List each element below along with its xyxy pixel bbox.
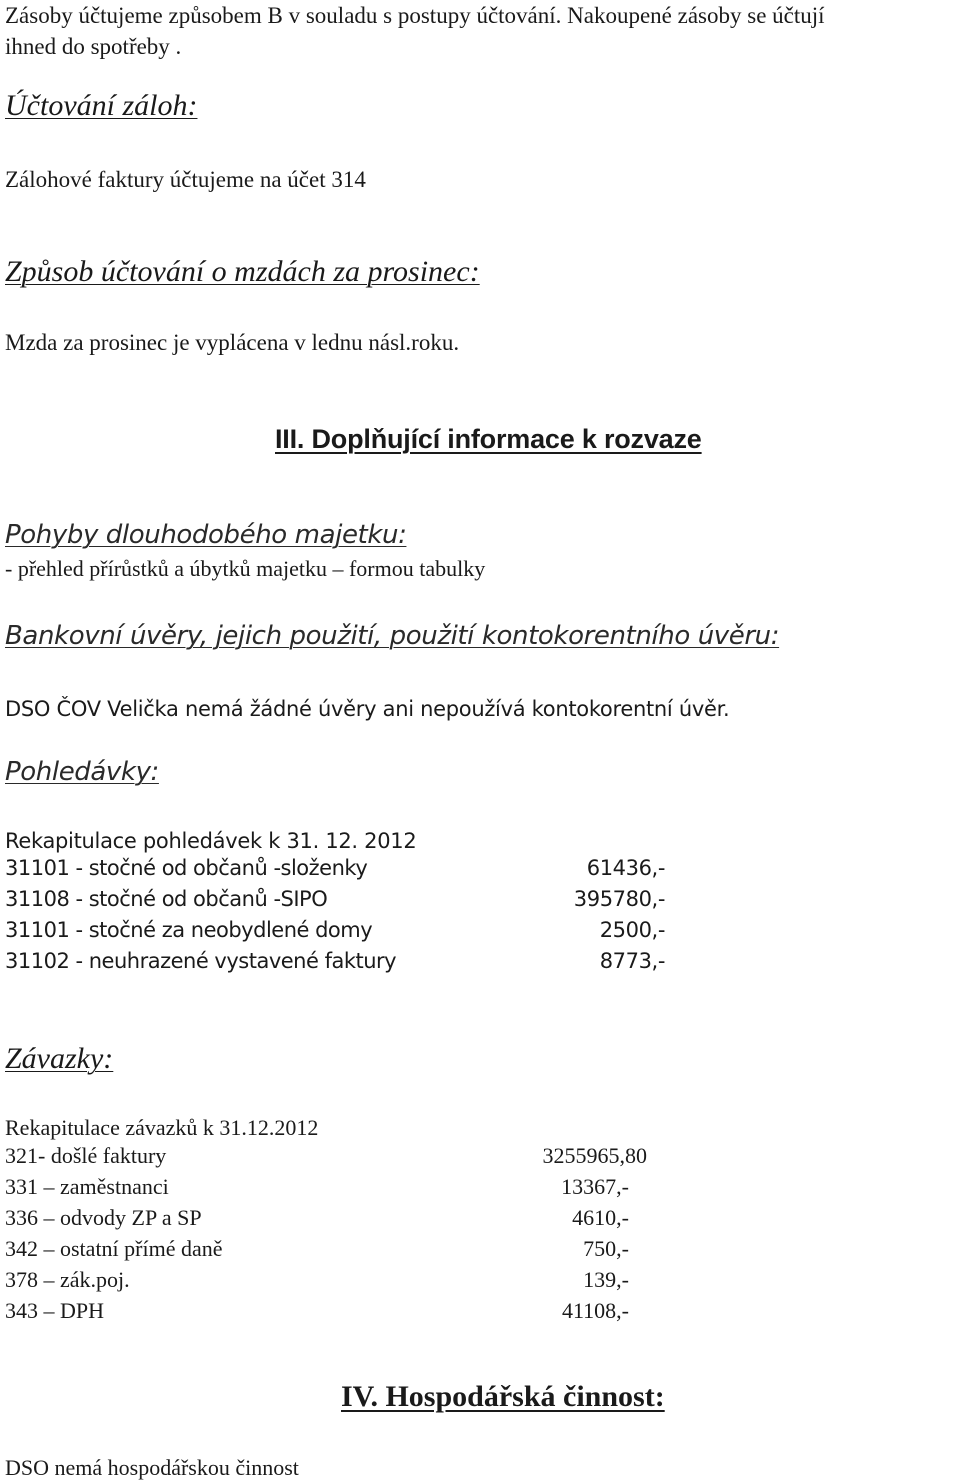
zavazky-row-label: 321- došlé faktury — [5, 1143, 167, 1168]
zavazky-row-label: 336 – odvody ZP a SP — [5, 1205, 202, 1230]
pohledavky-row-amount: 61436,- — [586, 856, 665, 880]
zavazky-row — [5, 1236, 629, 1267]
zavazky-row-amount: 4610,- — [572, 1205, 629, 1230]
mzdy-text: Mzda za prosinec je vyplácena v lednu násl.roku. — [5, 330, 460, 355]
pohledavky-row-amount: 2500,- — [599, 918, 665, 942]
zavazky-row — [5, 1174, 629, 1205]
zavazky-row-amount: 41108,- — [561, 1298, 629, 1323]
zavazky-row-amount: 3255965,80 — [542, 1143, 647, 1168]
pohledavky-row — [5, 918, 665, 948]
pohledavky-row — [5, 949, 665, 979]
zavazky-recap: Rekapitulace závazků k 31.12.2012 — [5, 1115, 319, 1140]
zavazky-row-amount: 750,- — [583, 1236, 629, 1261]
pohledavky-row-amount: 8773,- — [599, 949, 665, 973]
zavazky-row — [5, 1205, 629, 1236]
pohledavky-row-label: 31101 - stočné od občanů -složenky — [5, 856, 368, 880]
majetek-heading: Pohyby dlouhodobého majetku: — [5, 520, 407, 550]
zalohy-heading: Účtování záloh: — [5, 89, 198, 122]
uvery-text: DSO ČOV Velička nemá žádné úvěry ani nepoužívá kontokorentní úvěr. — [5, 697, 730, 721]
section-4-title: IV. Hospodářská činnost: — [341, 1380, 665, 1413]
pohledavky-row — [5, 856, 665, 886]
zavazky-row-label: 331 – zaměstnanci — [5, 1174, 169, 1199]
pohledavky-row-label: 31101 - stočné za neobydlené domy — [5, 918, 373, 942]
zavazky-row-label: 343 – DPH — [5, 1298, 105, 1323]
uvery-heading: Bankovní úvěry, jejich použití, použití kontokorentního úvěru: — [5, 621, 780, 651]
pohledavky-row-label: 31108 - stočné od občanů -SIPO — [5, 887, 328, 911]
pohledavky-row-label: 31102 - neuhrazené vystavené faktury — [5, 949, 397, 973]
zavazky-row-label: 342 – ostatní přímé daně — [5, 1236, 223, 1261]
zavazky-row-amount: 139,- — [583, 1267, 629, 1292]
mzdy-heading: Způsob účtování o mzdách za prosinec: — [5, 255, 480, 288]
zavazky-row — [5, 1298, 629, 1329]
zavazky-row — [5, 1143, 647, 1174]
majetek-text: - přehled přírůstků a úbytků majetku – formou tabulky — [5, 556, 486, 581]
intro-line-2: ihned do spotřeby . — [5, 34, 182, 59]
pohledavky-row — [5, 887, 665, 917]
pohledavky-heading: Pohledávky: — [5, 757, 159, 787]
pohledavky-recap: Rekapitulace pohledávek k 31. 12. 2012 — [5, 829, 417, 853]
intro-line-1: Zásoby účtujeme způsobem B v souladu s postupy účtování. Nakoupené zásoby se účtují — [5, 3, 825, 28]
zavazky-heading: Závazky: — [5, 1042, 114, 1075]
zavazky-row-label: 378 – zák.poj. — [5, 1267, 130, 1292]
section-3-title: III. Doplňující informace k rozvaze — [275, 424, 702, 454]
section-4-text: DSO nemá hospodářskou činnost — [5, 1455, 299, 1480]
zavazky-row — [5, 1267, 629, 1298]
zalohy-text: Zálohové faktury účtujeme na účet 314 — [5, 167, 366, 192]
pohledavky-row-amount: 395780,- — [573, 887, 665, 911]
zavazky-row-amount: 13367,- — [561, 1174, 629, 1199]
